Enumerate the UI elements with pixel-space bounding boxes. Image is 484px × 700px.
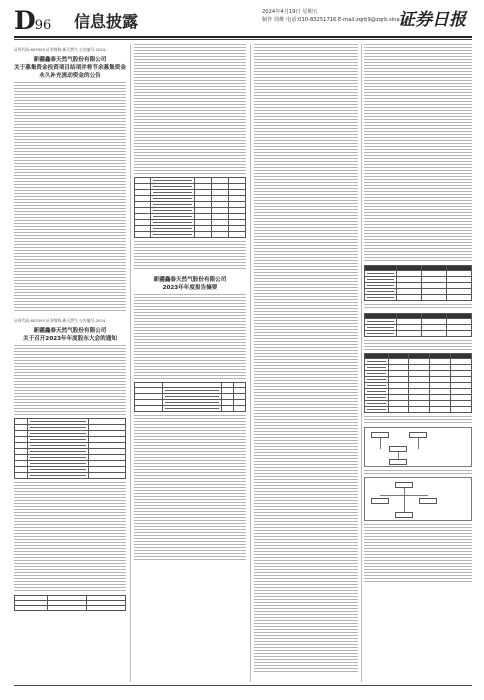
section-title: 信息披露 (74, 12, 139, 31)
article-headline (14, 47, 126, 79)
brand-logo: 证券日报 (398, 10, 466, 30)
diagram-connector (418, 438, 419, 449)
diagram-connector (398, 452, 399, 459)
header-rule (14, 36, 472, 38)
column-1 (14, 44, 126, 682)
masthead (0, 0, 484, 40)
body-text (134, 241, 246, 269)
issue-date: 2024年4月19日 星期五 (262, 9, 318, 15)
diagram-node (389, 459, 407, 465)
company-name: 新疆鑫泰天然气股份有限公司 (33, 57, 107, 63)
article-headline (134, 275, 246, 291)
data-table (364, 353, 472, 413)
data-table (364, 265, 472, 301)
column-divider (361, 44, 362, 682)
data-table (14, 418, 126, 479)
body-text (14, 82, 126, 312)
column-divider (130, 44, 131, 682)
stock-code-line: 证券代码:603393 证券简称:新天然气 公告编号:2024- (14, 47, 107, 52)
data-table (134, 382, 246, 412)
column-4 (364, 44, 472, 682)
page-code (14, 6, 51, 35)
body-text (14, 482, 126, 592)
article-title: 关于召开2023年年度股东大会的通知 (23, 336, 117, 342)
body-text (364, 44, 472, 262)
company-name: 新疆鑫泰天然气股份有限公司 (33, 328, 107, 334)
body-text (134, 294, 246, 379)
footer-rule (14, 685, 472, 686)
body-text (364, 304, 472, 310)
data-table (364, 313, 472, 337)
data-table (134, 177, 246, 238)
diagram-node (371, 498, 389, 504)
body-text (14, 345, 126, 415)
body-text (134, 415, 246, 560)
body-text (364, 340, 472, 350)
page-letter: D (14, 6, 35, 35)
body-text (364, 524, 472, 584)
body-text (134, 44, 246, 174)
body-text (364, 416, 472, 424)
diagram-node (419, 498, 437, 504)
ownership-diagram (364, 427, 472, 467)
diagram-connector (380, 495, 428, 496)
diagram-connector (380, 438, 381, 449)
column-divider (250, 44, 251, 682)
page-number: 96 (34, 18, 52, 33)
article-title: 2023年年度报告摘要 (162, 285, 218, 291)
article-headline (14, 318, 126, 342)
column-2 (134, 44, 246, 682)
column-3 (254, 44, 358, 682)
diagram-connector (404, 488, 405, 512)
article-title: 关于募集资金投资项目结项并将节余募集资金 (14, 65, 126, 71)
stock-code-line: 证券代码:603393 证券简称:新天然气 公告编号:2024- (14, 318, 107, 323)
company-name: 新疆鑫泰天然气股份有限公司 (153, 277, 227, 283)
data-table (14, 595, 126, 611)
contact-info: 制作 周维 电话:010-83251716 E-mail:zqrb9@zqrb.sina.net (262, 17, 410, 23)
diagram-node (395, 512, 413, 518)
body-text (254, 44, 358, 674)
ownership-diagram (364, 477, 472, 521)
body-text (364, 470, 472, 474)
header-rule-thin (14, 39, 472, 40)
article-title: 永久补充流动资金的公告 (39, 73, 101, 79)
